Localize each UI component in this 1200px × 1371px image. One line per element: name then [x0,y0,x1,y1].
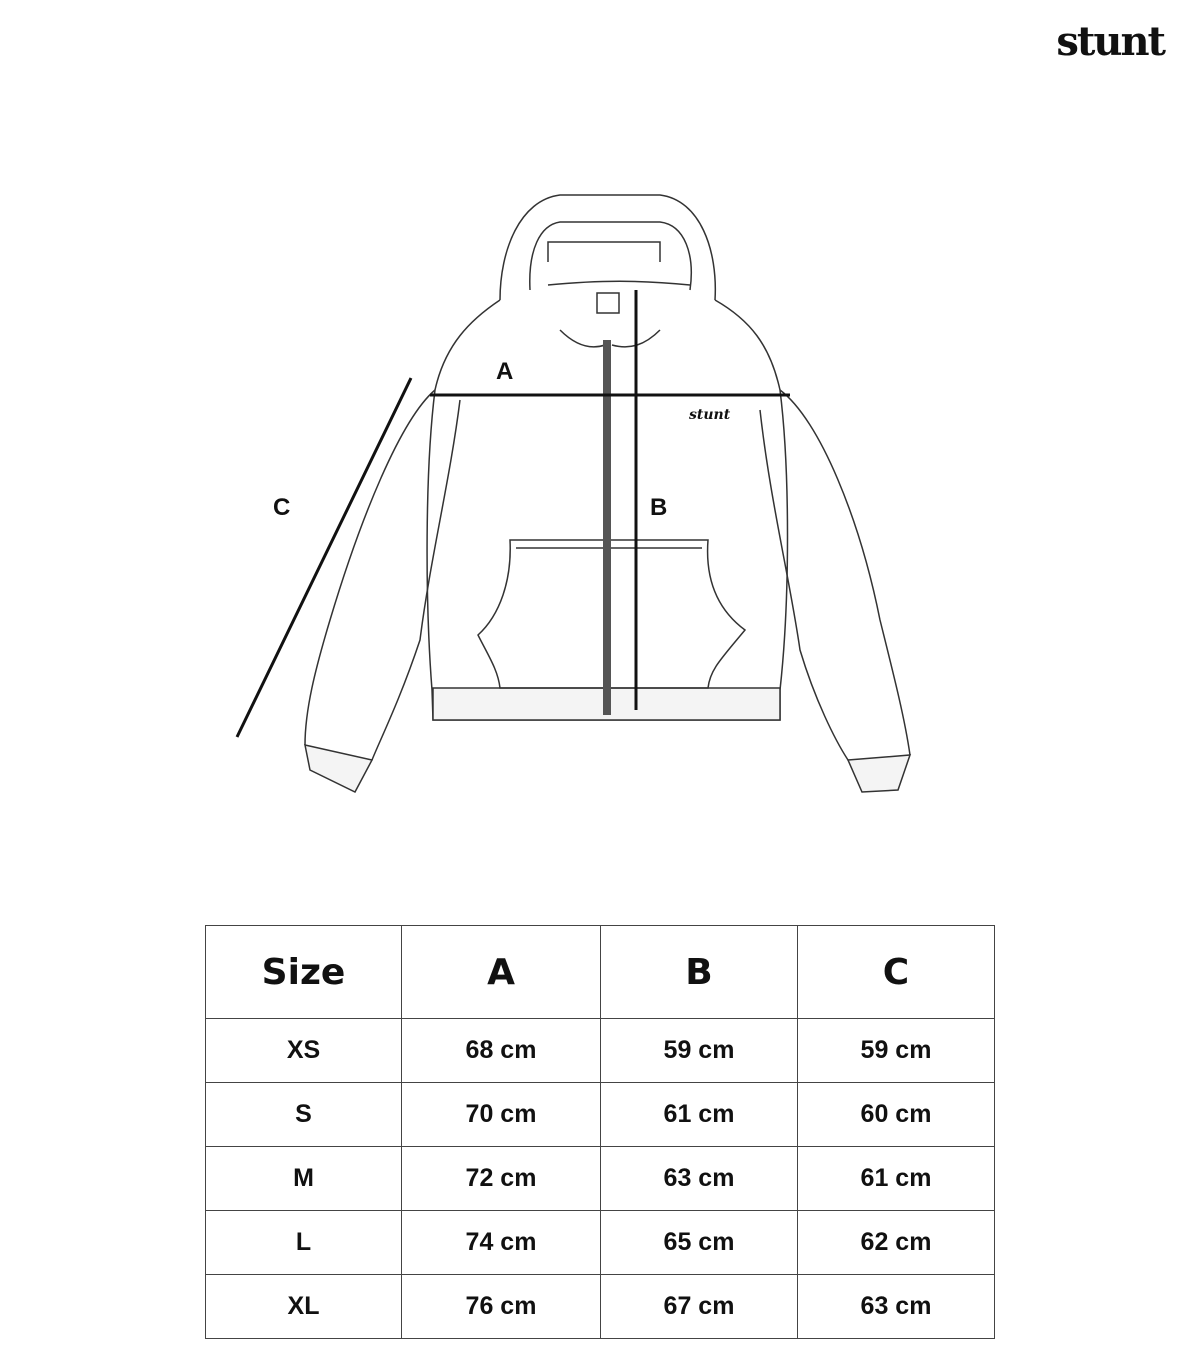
table-row [206,1275,995,1339]
header-a: A [402,926,601,1019]
c-cell: 60 cm [798,1083,995,1147]
brand-logo: stunt [1056,18,1164,65]
size-cell: S [206,1083,402,1147]
b-cell: 67 cm [601,1275,798,1339]
header-size: Size [206,926,402,1019]
size-cell: L [206,1211,402,1275]
b-cell: 61 cm [601,1083,798,1147]
label-b: B [650,494,668,521]
a-cell: 76 cm [402,1275,601,1339]
c-cell: 61 cm [798,1147,995,1211]
table-row [206,1211,995,1275]
size-cell: M [206,1147,402,1211]
chest-logo: stunt [689,407,731,423]
header-c: C [798,926,995,1019]
size-cell: XL [206,1275,402,1339]
c-cell: 59 cm [798,1019,995,1083]
table-row [206,1019,995,1083]
table-row [206,1083,995,1147]
a-cell: 68 cm [402,1019,601,1083]
size-table [205,925,995,1339]
measure-line-c [237,378,411,737]
b-cell: 65 cm [601,1211,798,1275]
a-cell: 74 cm [402,1211,601,1275]
a-cell: 70 cm [402,1083,601,1147]
c-cell: 63 cm [798,1275,995,1339]
label-a: A [496,358,514,385]
label-c: C [273,494,291,521]
b-cell: 63 cm [601,1147,798,1211]
size-cell: XS [206,1019,402,1083]
header-b: B [601,926,798,1019]
b-cell: 59 cm [601,1019,798,1083]
measurement-lines [237,290,790,737]
table-header-row [206,926,995,1019]
table-row [206,1147,995,1211]
a-cell: 72 cm [402,1147,601,1211]
c-cell: 62 cm [798,1211,995,1275]
